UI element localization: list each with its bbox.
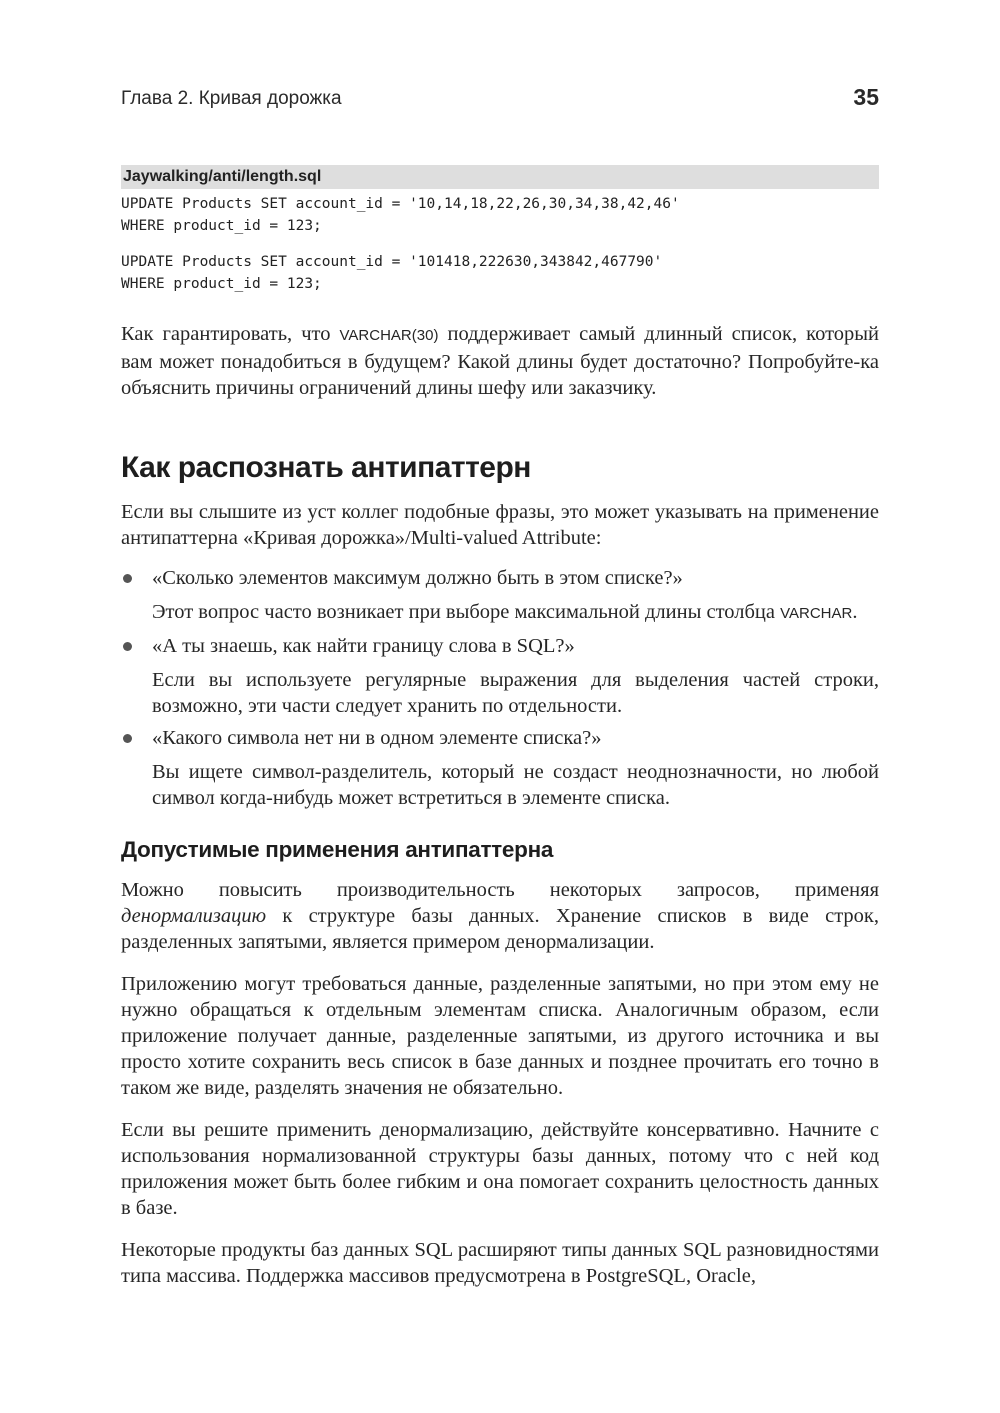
list-item-question: «Сколько элементов максимум должно быть в этом списке?»	[152, 567, 683, 589]
code-listing	[121, 193, 879, 295]
section-lead-paragraph: Если вы слышите из уст коллег подобные фразы, это может указывать на применение антипаттерна «Кривая дорожка»/Multi-valued Attribute:	[121, 501, 879, 549]
list-item-answer: Если вы используете регулярные выражения для выделения частей строки, возможно, эти части следует хранить по отдельности.	[152, 669, 879, 717]
code-listing-caption: Jaywalking/anti/length.sql	[121, 165, 879, 189]
list-item-answer: Вы ищете символ-разделитель, который не создаст неоднозначности, но любой символ когда-нибудь может встретиться в элементе списка.	[152, 761, 879, 809]
symptom-list	[121, 565, 879, 811]
section-heading: Как распознать антипаттерн	[121, 451, 531, 484]
list-item-question: «Какого символа нет ни в одном элементе списка?»	[152, 727, 602, 749]
list-item	[121, 725, 879, 811]
paragraph: Если вы решите применить денормализацию, действуйте консервативно. Начните с использования нормализованной структуры базы данных, потому что с ней код приложения может быть более гибким и она помогает сохранить целостность данных в базе.	[121, 1119, 879, 1219]
bullet-icon	[123, 734, 132, 743]
code-line: WHERE product_id = 123;	[121, 276, 322, 292]
page-content	[121, 165, 879, 1289]
inline-code: VARCHAR(30)	[339, 327, 439, 344]
code-line: UPDATE Products SET account_id = '101418,222630,343842,467790'	[121, 254, 663, 270]
bullet-icon	[123, 574, 132, 583]
running-header	[121, 84, 879, 114]
list-item	[121, 633, 879, 719]
subsection-heading: Допустимые применения антипаттерна	[121, 837, 554, 862]
code-line: UPDATE Products SET account_id = '10,14,18,22,26,30,34,38,42,46'	[121, 196, 680, 212]
chapter-title: Глава 2. Кривая дорожка	[121, 88, 342, 109]
list-item	[121, 565, 879, 627]
paragraph: Некоторые продукты баз данных SQL расширяют типы данных SQL разновидностями типа массива. Поддержка массивов предусмотрена в PostgreSQL, Oracle,	[121, 1239, 879, 1287]
paragraph: Можно повысить производительность некоторых запросов, применяя денормализацию к структуре базы данных. Хранение списков в виде строк, разделенных запятыми, является примером денормализации.	[121, 879, 879, 953]
code-line: WHERE product_id = 123;	[121, 218, 322, 234]
paragraph: Приложению могут требоваться данные, разделенные запятыми, но при этом ему не нужно обращаться к отдельным элементам списка. Аналогичным образом, если приложение получает данные, разделенные запятыми, из другого источника и вы просто хотите сохранить весь список в базе данных и позднее прочитать его точно в таком же виде, разделять значения не обязательно.	[121, 973, 879, 1099]
list-item-question: «А ты знаешь, как найти границу слова в SQL?»	[152, 635, 575, 657]
bullet-icon	[123, 642, 132, 651]
page-number: 35	[853, 84, 879, 110]
inline-code: VARCHAR	[780, 605, 853, 622]
list-item-answer: Этот вопрос часто возникает при выборе максимальной длины столбца VARCHAR.	[152, 601, 858, 623]
intro-paragraph: Как гарантировать, что VARCHAR(30) поддерживает самый длинный список, который вам может понадобиться в будущем? Какой длины будет достаточно? Попробуйте-ка объяснить причины ограничений длины шефу или заказчику.	[121, 323, 879, 399]
emphasis: денормализацию	[121, 905, 267, 927]
